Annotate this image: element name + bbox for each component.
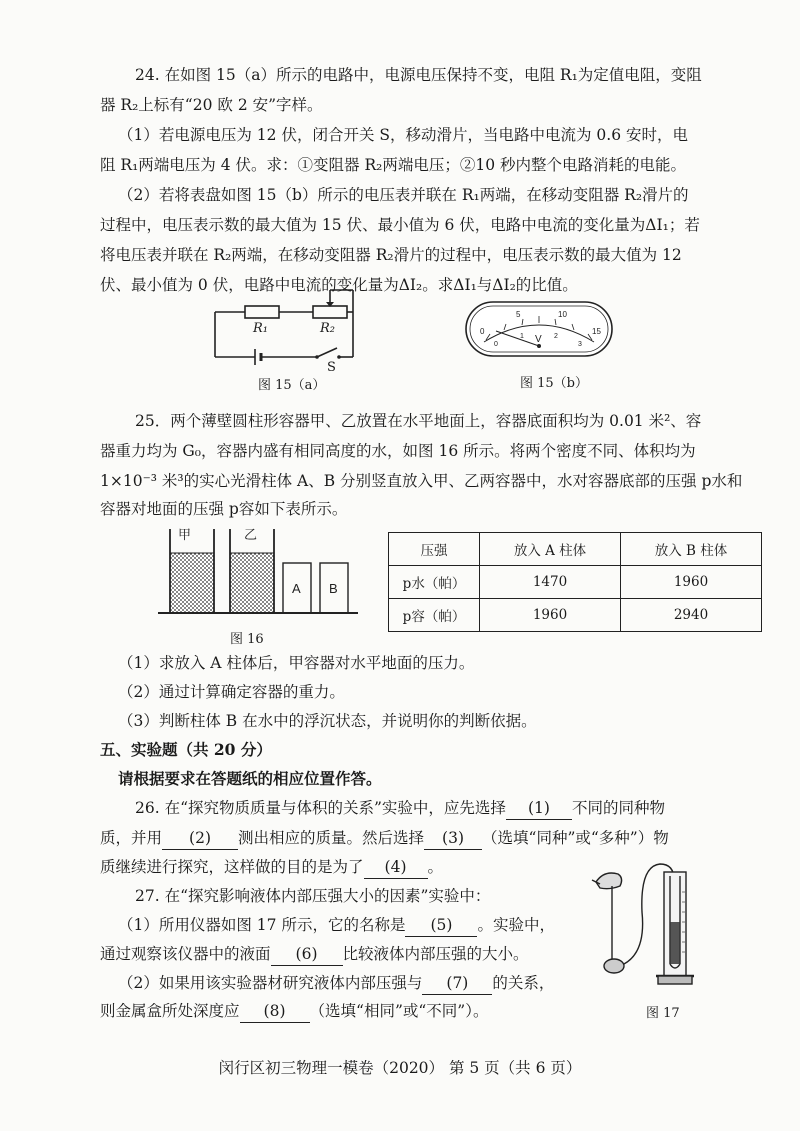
dial-outer-tick-10: 10 (558, 310, 567, 319)
answer-blank-1: (1) (506, 797, 572, 820)
q25-sub-3: （3）判断柱体 B 在水中的浮沉状态，并说明你的判断依据。 (118, 712, 537, 730)
switch-label: S (327, 360, 336, 375)
table-header-row (389, 533, 762, 566)
q27-text: 通过观察该仪器中的液面 (100, 945, 271, 963)
answer-blank-7: (7) (422, 972, 492, 995)
containers-diagram-16 (150, 525, 365, 625)
table-cell: p容（帕） (389, 599, 480, 632)
q27-line-4 (118, 972, 554, 995)
container-yi-label: 乙 (244, 528, 258, 543)
table-cell: 2940 (621, 599, 762, 632)
q27-text: 比较液体内部压强的大小。 (342, 945, 529, 963)
q25-intro-line-3: 1×10⁻³ 米³的实心光滑柱体 A、B 分别竖直放入甲、乙两容器中，水对容器底部的压强 p水和 (100, 472, 743, 490)
q26-line-3 (100, 856, 443, 879)
q26-text: 。 (427, 858, 444, 876)
q24-intro-line-2: 器 R₂上标有“20 欧 2 安”字样。 (100, 96, 323, 114)
dial-outer-tick-15: 15 (592, 327, 601, 336)
answer-blank-2: (2) (162, 827, 238, 850)
q27-line-5 (100, 1000, 488, 1023)
q27-text: 的关系， (492, 974, 555, 992)
q26-line-2 (100, 827, 669, 850)
q24-part1-line-2: 阻 R₁两端电压为 4 伏。求：①变阻器 R₂两端电压；②10 秒内整个电路消耗的电能。 (100, 156, 686, 174)
q27-text: 。实验中， (477, 916, 555, 934)
q26-text: 测出相应的质量。然后选择 (238, 829, 425, 847)
q25-intro-line-1: 25．两个薄壁圆柱形容器甲、乙放置在水平地面上，容器底面积均为 0.01 米²、容 (135, 412, 702, 430)
q27-text: （选填“相同”或“不同”）。 (309, 1002, 489, 1020)
u-tube-pressure-gauge-17 (590, 852, 700, 1000)
q27-line-1: 27. 在“探究影响液体内部压强大小的因素”实验中： (135, 887, 491, 905)
q26-text: （选填“同种”或“多种”）物 (482, 829, 669, 847)
fig15b-caption: 图 15（b） (520, 376, 588, 391)
dial-unit-label: V (535, 334, 542, 345)
pressure-table (388, 532, 762, 632)
dial-inner-tick-3: 3 (578, 341, 582, 348)
dial-inner-tick-1: 1 (520, 333, 524, 340)
dial-outer-tick-0: 0 (480, 327, 485, 336)
container-jia-label: 甲 (178, 528, 192, 543)
answer-blank-8: (8) (240, 1000, 310, 1023)
q27-text: 则金属盒所处深度应 (100, 1002, 240, 1020)
q24-part2-line-1: （2）若将表盘如图 15（b）所示的电压表并联在 R₁两端，在移动变阻器 R₂滑片的 (118, 186, 689, 204)
dial-inner-tick-0: 0 (494, 341, 498, 348)
table-cell: 1960 (621, 566, 762, 599)
cylinder-a-label: A (292, 581, 301, 596)
q25-sub-2: （2）通过计算确定容器的重力。 (118, 683, 345, 701)
q24-part2-line-2: 过程中，电压表示数的最大值为 15 伏、最小值为 6 伏，电路中电流的变化量为ΔI₁；若 (100, 216, 700, 234)
q27-text: （1）所用仪器如图 17 所示，它的名称是 (118, 916, 406, 934)
q26-text: 质，并用 (100, 829, 163, 847)
fig15a-caption: 图 15（a） (258, 378, 326, 393)
q27-line-3 (100, 943, 529, 966)
q25-intro-line-2: 器重力均为 G₀，容器内盛有相同高度的水，如图 16 所示。将两个密度不同、体积均为 (100, 442, 696, 460)
q24-part2-line-4: 伏、最小值为 0 伏，电路中电流的变化量为ΔI₂。求ΔI₁与ΔI₂的比值。 (100, 276, 578, 294)
table-row (389, 599, 762, 632)
q26-text: 质继续进行探究，这样做的目的是为了 (100, 858, 364, 876)
fig17-caption: 图 17 (646, 1006, 680, 1021)
circuit-diagram-15a (205, 282, 365, 382)
q27-text: （2）如果用该实验器材研究液体内部压强与 (118, 974, 423, 992)
q24-intro-line-1: 24. 在如图 15（a）所示的电路中，电源电压保持不变，电阻 R₁为定值电阻，变阻 (135, 66, 702, 84)
cylinder-b-label: B (329, 581, 338, 596)
answer-blank-6: (6) (271, 943, 343, 966)
answer-blank-3: (3) (424, 827, 482, 850)
table-header-cell: 放入 B 柱体 (621, 533, 762, 566)
q26-line-1 (135, 797, 665, 820)
r2-label: R₂ (320, 321, 335, 336)
section-note: 请根据要求在答题纸的相应位置作答。 (118, 769, 382, 788)
table-header-cell: 压强 (389, 533, 480, 566)
voltmeter-dial-15b (464, 300, 614, 358)
dial-outer-tick-5: 5 (516, 310, 521, 319)
table-cell: p水（帕） (389, 566, 480, 599)
page-footer: 闵行区初三物理一模卷（2020） 第 5 页（共 6 页） (218, 1059, 582, 1077)
r1-label: R₁ (253, 321, 268, 336)
q25-intro-line-4: 容器对地面的压强 p容如下表所示。 (100, 500, 348, 518)
table-row (389, 566, 762, 599)
section-title: 五、实验题（共 20 分） (100, 740, 272, 759)
q26-text: 不同的同种物 (571, 799, 665, 817)
fig16-caption: 图 16 (230, 632, 264, 647)
q26-text: 26. 在“探究物质质量与体积的关系”实验中，应先选择 (135, 799, 506, 817)
q24-part2-line-3: 将电压表并联在 R₂两端，在移动变阻器 R₂滑片的过程中，电压表示数的最大值为 12 (100, 246, 682, 264)
q24-part1-line-1: （1）若电源电压为 12 伏，闭合开关 S，移动滑片，当电路中电流为 0.6 安时，电 (118, 126, 688, 144)
answer-blank-4: (4) (364, 856, 428, 879)
answer-blank-5: (5) (405, 914, 477, 937)
q25-sub-1: （1）求放入 A 柱体后，甲容器对水平地面的压力。 (118, 654, 475, 672)
dial-inner-tick-2: 2 (554, 333, 558, 340)
table-cell: 1470 (480, 566, 621, 599)
table-cell: 1960 (480, 599, 621, 632)
q27-line-2 (118, 914, 555, 937)
table-header-cell: 放入 A 柱体 (480, 533, 621, 566)
